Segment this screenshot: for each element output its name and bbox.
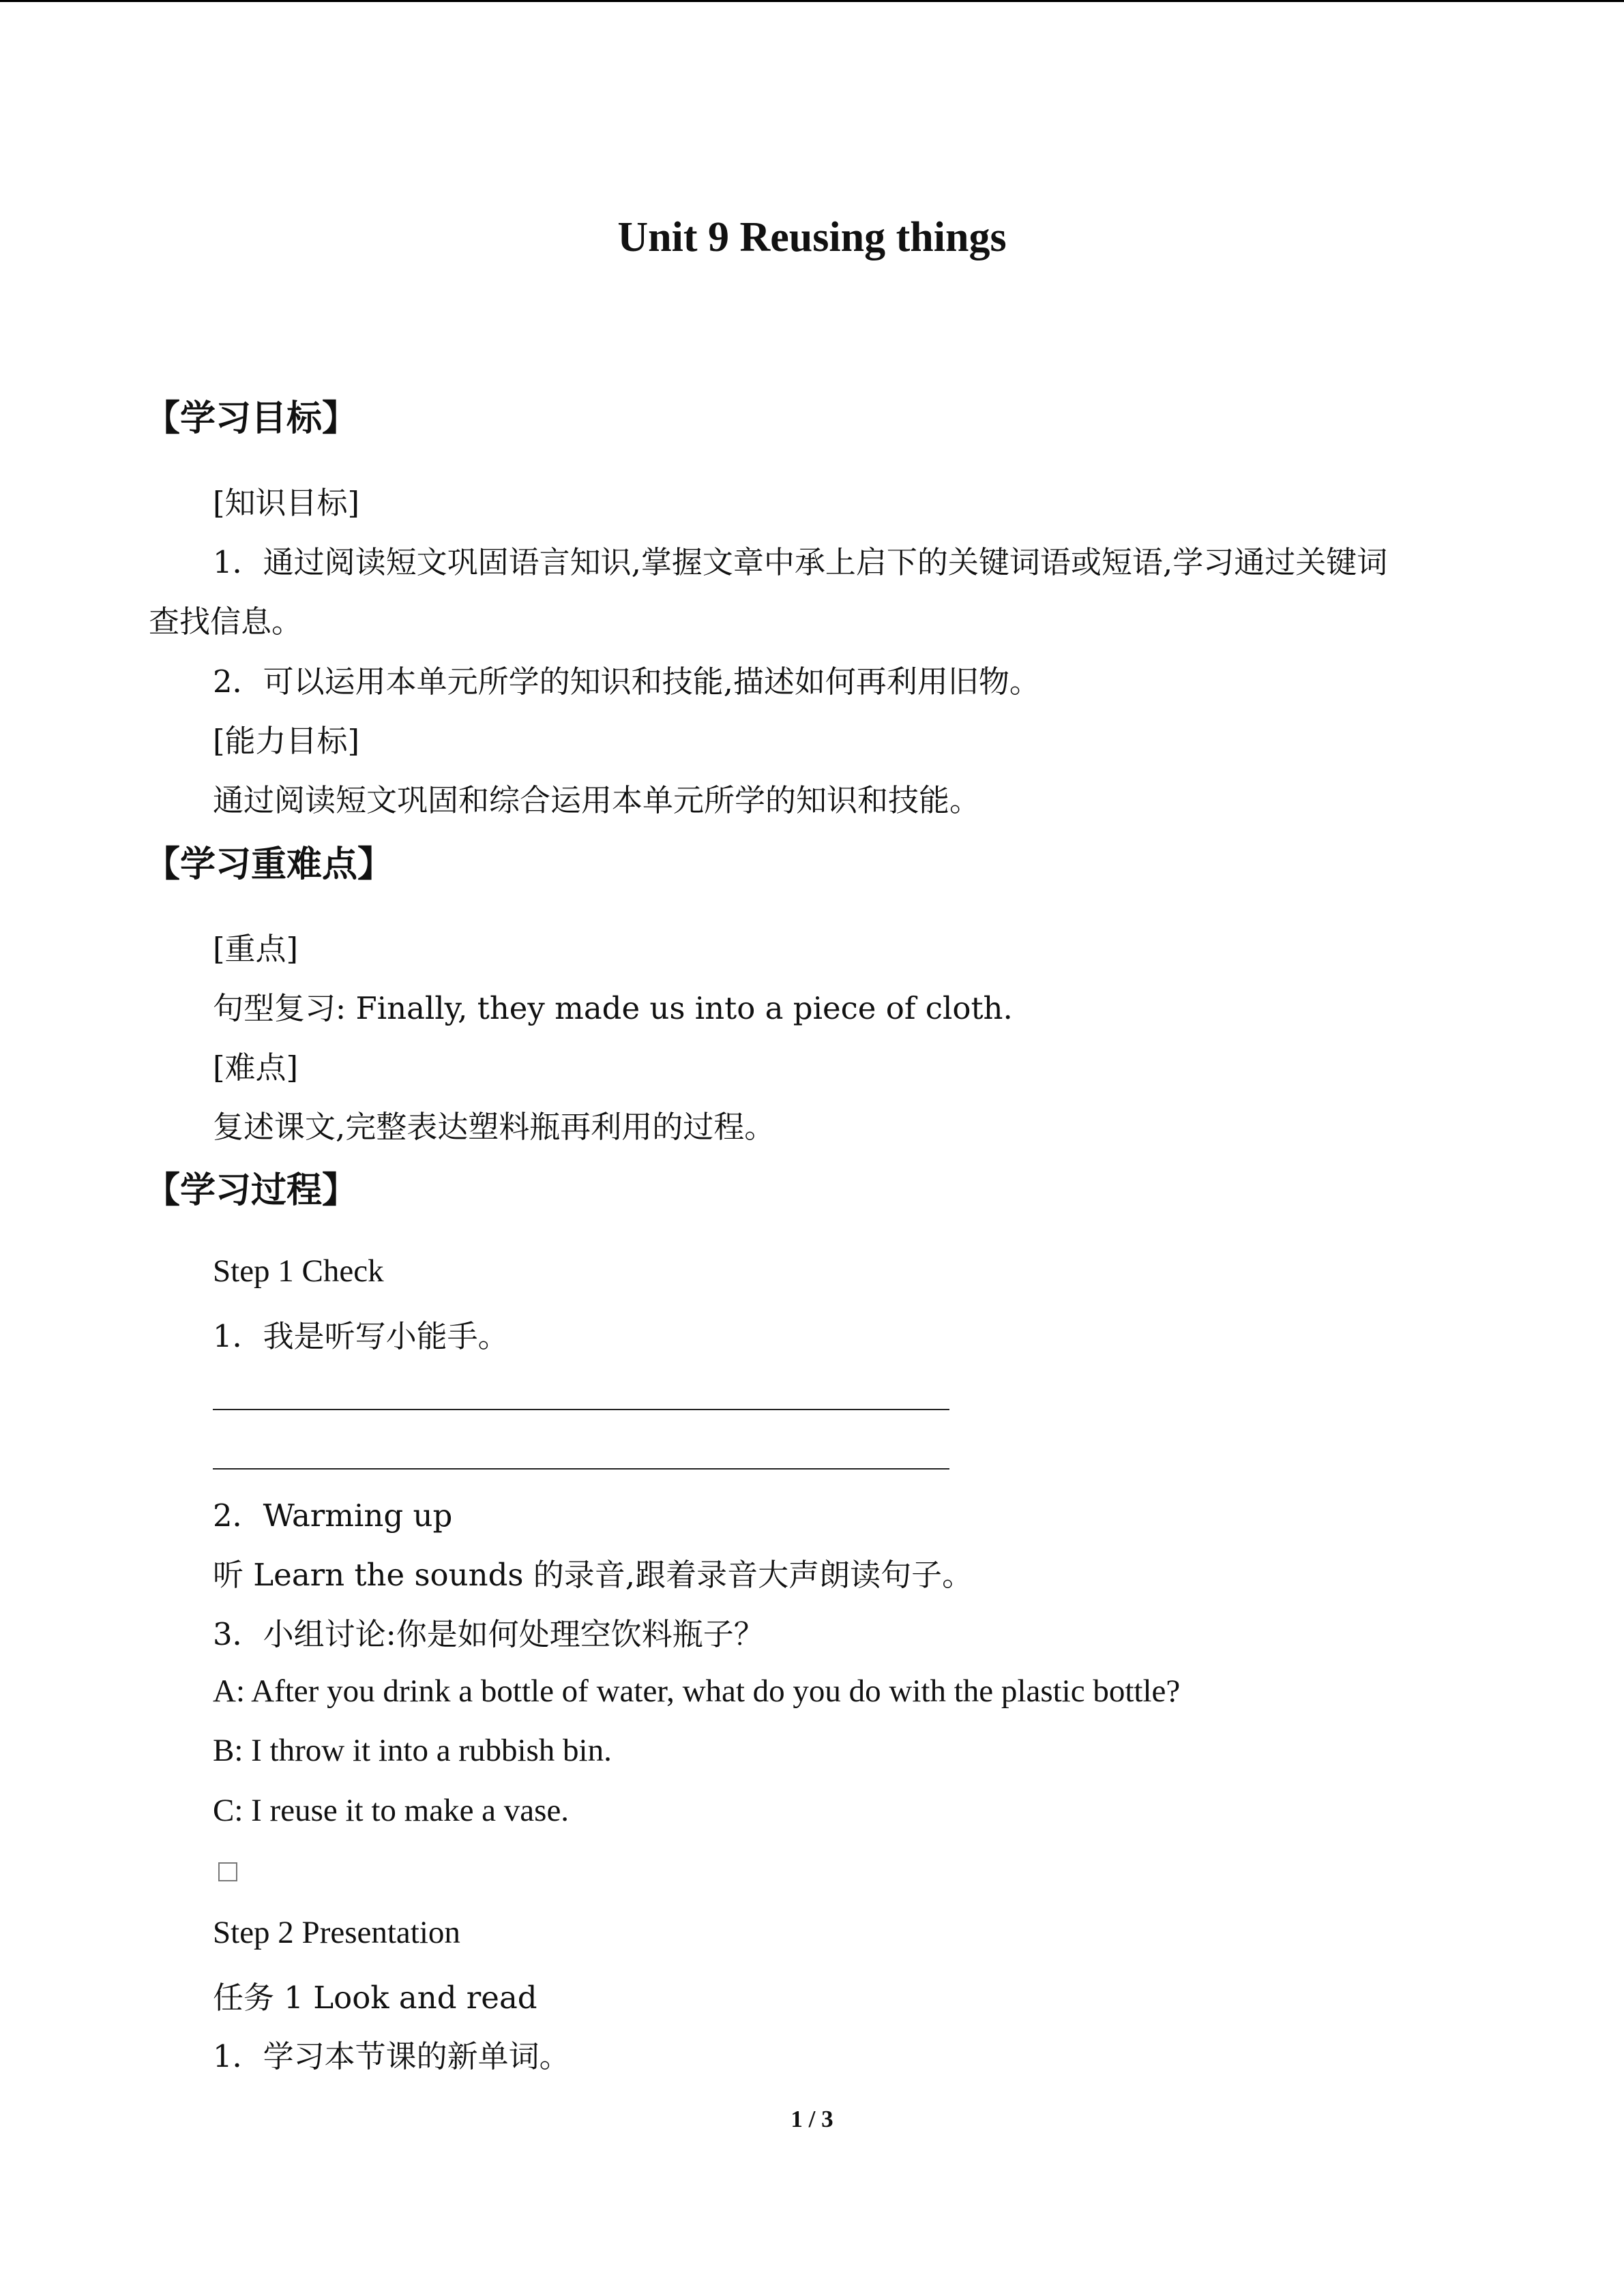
answer-line-2 [213, 1468, 949, 1470]
section-heading-keypoints: 【学习重难点】 [145, 844, 394, 885]
ability-goal-text: 通过阅读短文巩固和综合运用本单元所学的知识和技能。 [213, 782, 981, 818]
goal-item-2: 2．可以运用本单元所学的知识和技能,描述如何再利用旧物。 [213, 664, 1040, 700]
knowledge-goal-label: [知识目标] [213, 485, 360, 521]
dialogue-line-b: B: I throw it into a rubbish bin. [213, 1733, 612, 1768]
placeholder-box-icon [218, 1862, 237, 1881]
task-1-label: 任务 1 Look and read [213, 1980, 537, 2016]
page-title: Unit 9 Reusing things [617, 214, 1007, 260]
difficult-point-label: [难点] [213, 1049, 299, 1086]
section-heading-goals: 【学习目标】 [145, 398, 358, 439]
dialogue-line-a: A: After you drink a bottle of water, what do you do with the plastic bottle? [213, 1673, 1181, 1709]
difficult-point-text: 复述课文,完整表达塑料瓶再利用的过程。 [213, 1109, 776, 1145]
step-1-label: Step 1 Check [213, 1253, 384, 1289]
discussion-item: 3．小组讨论:你是如何处理空饮料瓶子？ [213, 1616, 765, 1652]
warming-up-item: 2．Warming up [213, 1497, 453, 1534]
dictation-item: 1．我是听写小能手。 [213, 1318, 509, 1354]
ability-goal-label: [能力目标] [213, 723, 360, 759]
key-point-label: [重点] [213, 931, 299, 967]
goal-item-1-line-2: 查找信息。 [149, 603, 303, 640]
section-heading-process: 【学习过程】 [145, 1170, 358, 1211]
listen-instruction: 听 Learn the sounds 的录音,跟着录音大声朗读句子。 [213, 1557, 973, 1593]
page-indicator: 1 / 3 [791, 2106, 833, 2132]
dialogue-line-c: C: I reuse it to make a vase. [213, 1793, 570, 1828]
key-point-text: 句型复习: Finally, they made us into a piece of cloth. [213, 990, 1013, 1026]
step-2-label: Step 2 Presentation [213, 1915, 460, 1950]
new-words-item: 1．学习本节课的新单词。 [213, 2038, 570, 2074]
answer-line-1 [213, 1409, 949, 1410]
goal-item-1-line-1: 1．通过阅读短文巩固语言知识,掌握文章中承上启下的关键词语或短语,学习通过关键词 [213, 544, 1388, 580]
